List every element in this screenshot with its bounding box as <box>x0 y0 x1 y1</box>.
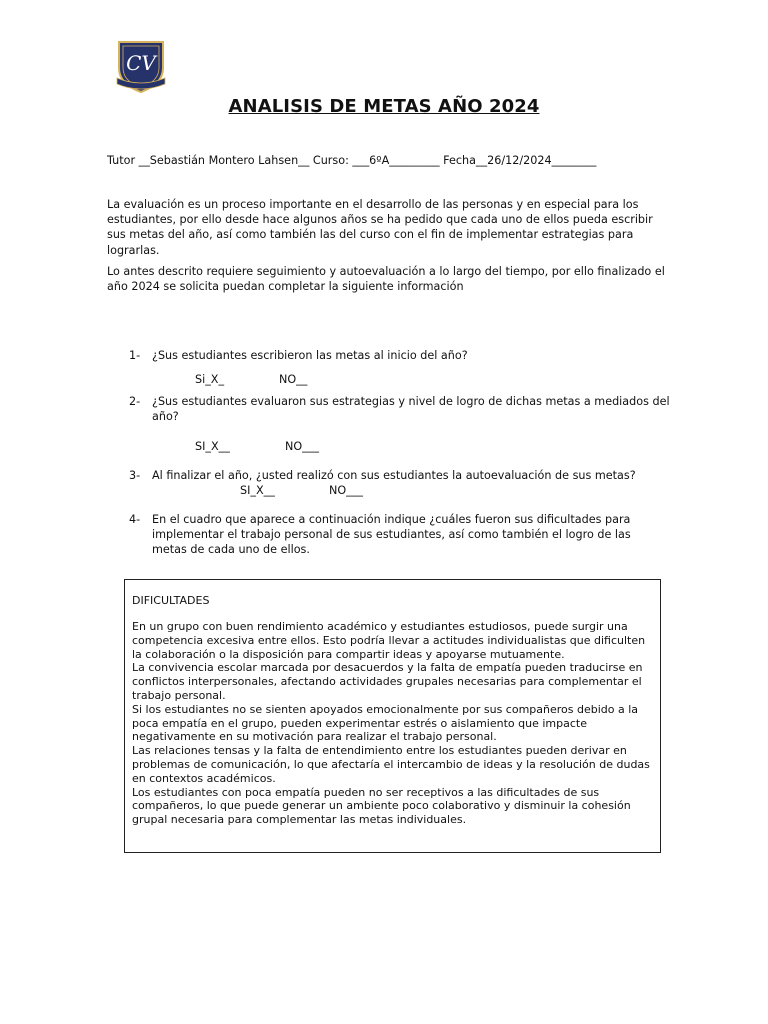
answer-no: NO__ <box>279 373 308 386</box>
intro-paragraph-1: La evaluación es un proceso importante en el desarrollo de las personas y en especial para los estudiantes, por ello desde hace algunos años se ha pedido que cada uno de ellos pueda escribir sus metas del año, así como también las del curso con el fin de implementar estrategias para lograrlas. <box>107 198 653 257</box>
question-text: ¿Sus estudiantes escribieron las metas al inicio del año? <box>152 349 468 362</box>
question-text: En el cuadro que aparece a continuación indique ¿cuáles fueron sus dificultades para implementar el trabajo personal de sus estudiantes, así como también el logro de las metas de cada uno de ellos. <box>152 513 631 556</box>
tutor-info-line: Tutor __Sebastián Montero Lahsen__ Curso: ___6ºA_________ Fecha__26/12/2024________ <box>107 154 597 167</box>
difficulties-box <box>124 579 661 853</box>
answer-yes: Si_X_ <box>195 373 225 386</box>
question-text: Al finalizar el año, ¿usted realizó con sus estudiantes la autoevaluación de sus metas? <box>152 469 636 482</box>
question-number: 4- <box>129 513 141 526</box>
difficulties-heading: DIFICULTADES <box>132 594 210 607</box>
question-number: 2- <box>129 395 141 408</box>
document-title: ANALISIS DE METAS AÑO 2024 <box>228 96 540 117</box>
answer-no: NO___ <box>329 484 363 497</box>
answer-yes: SI_X__ <box>240 484 275 497</box>
intro-paragraph-2: Lo antes descrito requiere seguimiento y autoevaluación a lo largo del tiempo, por ello finalizado el año 2024 se solicita puedan completar la siguiente información <box>107 265 665 294</box>
answer-yes: SI_X__ <box>195 440 230 453</box>
question-text: ¿Sus estudiantes evaluaron sus estrategias y nivel de logro de dichas metas a mediados del año? <box>152 395 670 423</box>
question-number: 3- <box>129 469 141 482</box>
question-number: 1- <box>129 349 141 362</box>
svg-text:CV: CV <box>126 51 156 75</box>
school-crest-logo <box>113 38 169 94</box>
difficulties-text: En un grupo con buen rendimiento académico y estudiantes estudiosos, puede surgir una competencia excesiva entre ellos. Esto podría llevar a actitudes individualistas que dificulten la colaboración o la disposición para compartir ideas y apoyarse mutuamente. La convivencia escolar marcada por desacuerdos y la falta de empatía pueden traducirse en conflictos interpersonales, afectando actividades grupales necesarias para complementar el trabajo personal. Si los estudiantes no se sienten apoyados emocionalmente por sus compañeros debido a la poca empatía en el grupo, pueden experimentar estrés o aislamiento que impacte negativamente en su motivación para realizar el trabajo personal. Las relaciones tensas y la falta de entendimiento entre los estudiantes pueden derivar en problemas de comunicación, lo que afectaría el intercambio de ideas y la resolución de dudas en contextos académicos. Los estudiantes con poca empatía pueden no ser receptivos a las dificultades de sus compañeros, lo que puede generar un ambiente poco colaborativo y disminuir la cohesión grupal necesaria para complementar las metas individuales. <box>132 620 650 827</box>
answer-no: NO___ <box>285 440 319 453</box>
